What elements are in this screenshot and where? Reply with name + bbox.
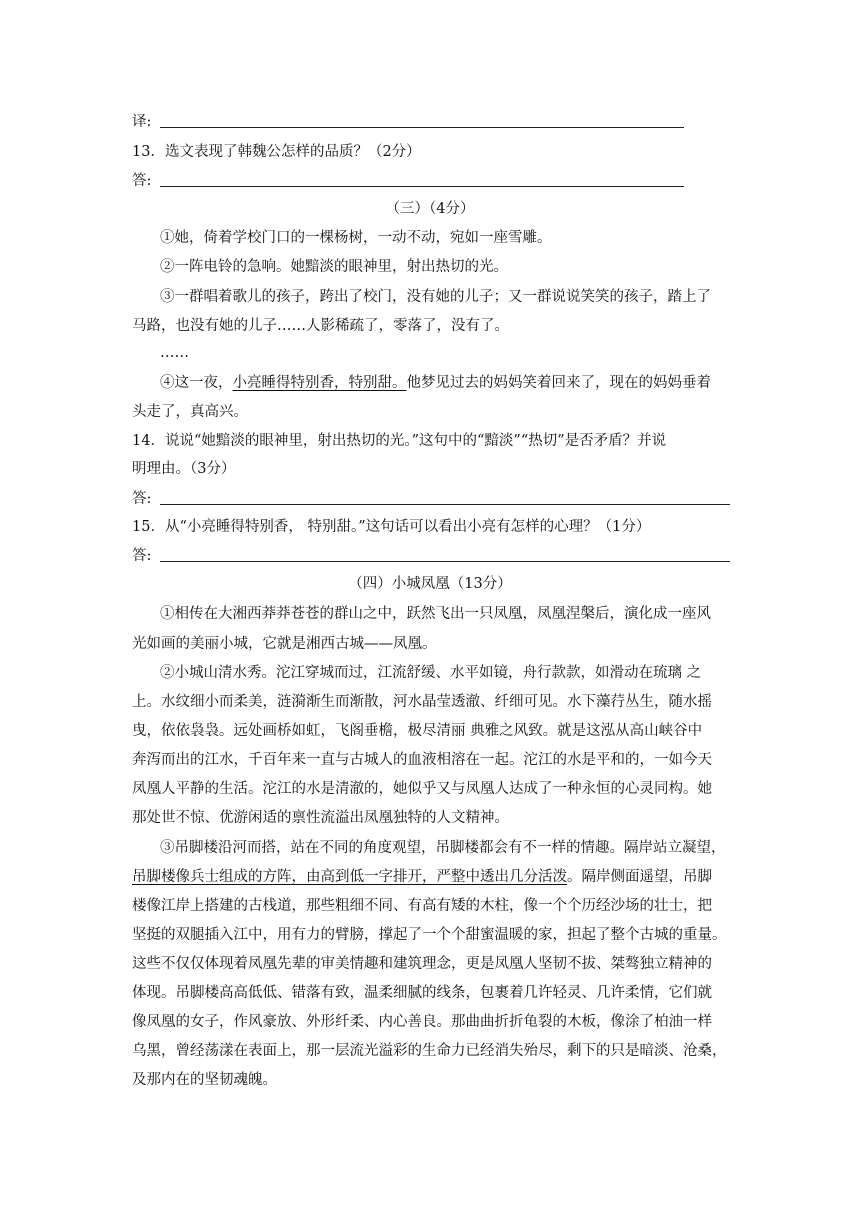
section-3-paragraph-3-line-1: ③一群唱着歌儿的孩子，跨出了校门，没有她的儿子；又一群说说笑笑的孩子，踏上了 (160, 289, 711, 305)
section-3-paragraph-2: ②一阵电铃的急响。她黯淡的眼神里，射出热切的光。 (160, 259, 508, 275)
section-3-paragraph-4-line-1 (160, 373, 711, 393)
paragraph-4-prefix: ④这一夜， (160, 375, 233, 391)
answer-line (160, 127, 684, 128)
section-4-paragraph-2-line-4: 奔泻而出的江水，千百年来一直与古城人的血液相溶在一起。沱江的水是平和的，一如今天 (132, 752, 712, 768)
paragraph-4-suffix: 他梦见过去的妈妈笑着回来了，现在的妈妈垂着 (406, 375, 711, 391)
section-4-paragraph-3-line-9: 及那内在的坚韧魂魄。 (132, 1072, 277, 1088)
section-4-paragraph-2-line-5: 凤凰人平静的生活。沱江的水是清澈的，她似乎又与凤凰人达成了一种永恒的心灵同构。她 (132, 781, 712, 797)
answer-line (160, 504, 730, 505)
answer-label: 答: (132, 491, 152, 507)
translate-label: 译: (132, 114, 152, 130)
section-4-paragraph-3-line-1: ③吊脚楼沿河而搭，站在不同的角度观望，吊脚楼都会有不一样的情趣。隔岸站立凝望， (160, 840, 726, 856)
question-13: 13．选文表现了韩魏公怎样的品质？（2分） (132, 144, 421, 160)
answer-label: 答: (132, 548, 152, 564)
underlined-sentence: 小亮睡得特别香，特别甜。 (232, 375, 407, 391)
section-4-paragraph-2-line-2: 上。水纹细小而柔美，涟漪渐生而渐散，河水晶莹透澈、纤细可见。水下藻荇丛生，随水摇 (132, 694, 712, 710)
section-4-paragraph-1-line-2: 光如画的美丽小城，它就是湘西古城——凤凰。 (132, 636, 437, 652)
answer-line (160, 561, 730, 562)
section-4-paragraph-3-line-4: 坚挺的双腿插入江中，用有力的臂膀，撑起了一个个甜蜜温暖的家，担起了整个古城的重量。 (132, 927, 727, 943)
section-3-paragraph-1: ①她，倚着学校门口的一棵杨树，一动不动，宛如一座雪雕。 (160, 230, 552, 246)
section-4-paragraph-3-line-6: 体现。吊脚楼高高低低、错落有致，温柔细腻的线条，包裹着几许轻灵、几许柔情，它们就 (132, 985, 712, 1001)
section-4-paragraph-2-line-1: ②小城山清水秀。沱江穿城而过，江流舒缓、水平如镜，舟行款款，如滑动在琉璃 之 (160, 665, 702, 681)
section-3-paragraph-3-line-2: 马路，也没有她的儿子……人影稀疏了，零落了，没有了。 (132, 318, 509, 334)
answer-line (160, 186, 684, 187)
ellipsis: …… (160, 345, 189, 361)
section-4-paragraph-1-line-1: ①相传在大湘西莽莽苍苍的群山之中，跃然飞出一只凤凰，凤凰涅槃后，演化成一座风 (160, 606, 711, 622)
section-4-paragraph-3-line-3: 楼像江岸上搭建的古栈道，那些粗细不同、有高有矮的木柱，像一个个历经沙场的壮士，把 (132, 898, 712, 914)
section-4-paragraph-3-line-7: 像凤凰的女子，作风豪放、外形纤柔、内心善良。那曲曲折折龟裂的木板，像涂了柏油一样 (132, 1014, 712, 1030)
section-4-paragraph-3-line-2 (132, 867, 712, 887)
section-4-paragraph-3-line-5: 这些不仅仅体现着凤凰先辈的审美情趣和建筑理念，更是凤凰人坚韧不拔、桀骜独立精神的 (132, 956, 712, 972)
section-4-paragraph-2-line-3: 曳，依依袅袅。远处画桥如虹，飞阁垂檐，极尽清丽 典雅之风致。就是这泓从高山峡谷中 (132, 723, 703, 739)
question-15: 15．从“小亮睡得特别香， 特别甜。”这句话可以看出小亮有怎样的心理？（1分） (132, 519, 651, 535)
question-14-line-2: 明理由。（3分） (132, 461, 236, 477)
section-3-title: （三）（4分） (385, 201, 475, 217)
section-3-paragraph-4-line-2: 头走了，真高兴。 (132, 404, 248, 420)
section-4-paragraph-3-line-8: 乌黑，曾经荡漾在表面上，那一层流光溢彩的生命力已经消失殆尽，剩下的只是暗淡、沧桑， (132, 1043, 727, 1059)
section-4-paragraph-2-line-6: 那处世不惊、优游闲适的禀性流溢出凤凰独特的人文精神。 (132, 810, 509, 826)
question-14-line-1: 14．说说“她黯淡的眼神里，射出热切的光。”这句中的“黯淡”“热切”是否矛盾？并说 (132, 433, 667, 449)
paragraph-3-suffix: 。隔岸侧面遥望，吊脚 (567, 869, 712, 885)
underlined-sentence: 吊脚楼像兵士组成的方阵，由高到低一字排开，严整中透出几分活泼 (132, 869, 567, 885)
answer-label: 答: (132, 173, 152, 189)
section-4-title: （四）小城凤凰（13分） (348, 576, 512, 592)
